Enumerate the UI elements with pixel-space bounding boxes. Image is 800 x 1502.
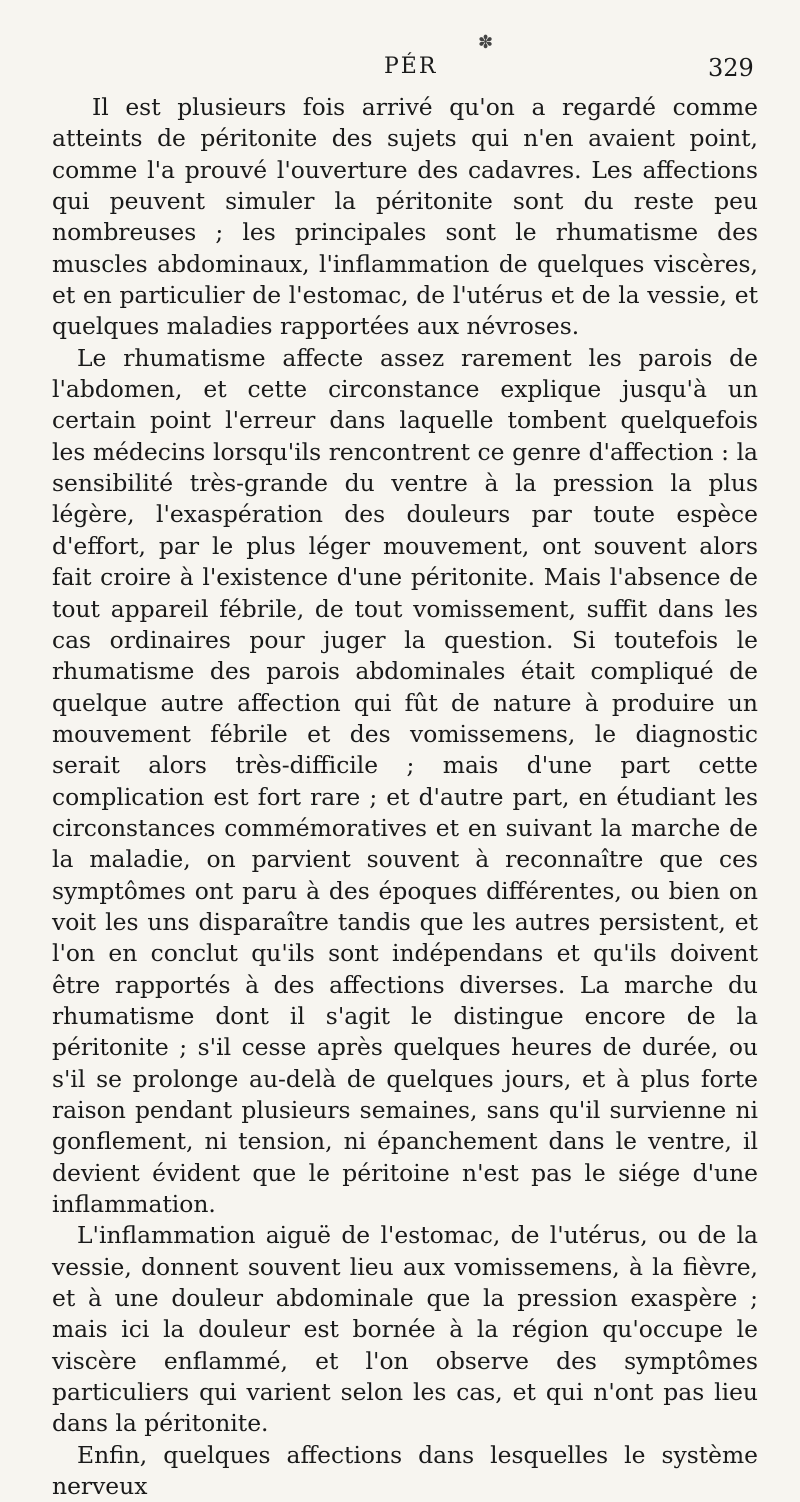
paragraph: Enfin, quelques affections dans lesquelles le système nerveux bbox=[52, 1440, 758, 1501]
body-text bbox=[52, 92, 758, 1502]
paragraph: L'inflammation aiguë de l'estomac, de l'utérus, ou de la vessie, donnent souvent lieu aux vomissemens, à la fièvre, et à une douleur abdominale que la pression exaspère ; mais ici la douleur est bornée à la région qu'occupe le viscère enflammé, et l'on observe des symptômes particuliers qui varient selon les cas, et qui n'ont pas lieu dans la péritonite. bbox=[52, 1221, 758, 1438]
page-header bbox=[0, 32, 800, 84]
page-number: 329 bbox=[708, 54, 754, 82]
ornament-icon: ✽ bbox=[478, 32, 494, 53]
paragraph: Il est plusieurs fois arrivé qu'on a regardé comme atteints de péritonite des sujets qui n'en avaient point, comme l'a prouvé l'ouverture des cadavres. Les affections qui peuvent simuler la péritonite sont du reste peu nombreuses ; les principales sont le rhumatisme des muscles abdominaux, l'inflammation de quelques viscères, et en particulier de l'estomac, de l'utérus et de la vessie, et quelques maladies rapportées aux névroses. bbox=[52, 93, 758, 341]
running-head: PÉR bbox=[384, 54, 438, 79]
paragraph: Le rhumatisme affecte assez rarement les parois de l'abdomen, et cette circonstance explique jusqu'à un certain point l'erreur dans laquelle tombent quelquefois les médecins lorsqu'ils rencontrent ce genre d'affection : la sensibilité très-grande du ventre à la pression la plus légère, l'exaspération des douleurs par toute espèce d'effort, par le plus léger mouvement, ont souvent alors fait croire à l'existence d'une péritonite. Mais l'absence de tout appareil fébrile, de tout vomissement, suffit dans les cas ordinaires pour juger la question. Si toutefois le rhumatisme des parois abdominales était compliqué de quelque autre affection qui fût de nature à produire un mouvement fébrile et des vomissemens, le diagnostic serait alors très-difficile ; mais d'une part cette complication est fort rare ; et d'autre part, en étudiant les circonstances commémoratives et en suivant la marche de la maladie, on parvient souvent à reconnaître que ces symptômes ont paru à des époques différentes, ou bien on voit les uns disparaître tandis que les autres persistent, et l'on en conclut qu'ils sont indépendans et qu'ils doivent être rapportés à des affections diverses. La marche du rhumatisme dont il s'agit le distingue encore de la péritonite ; s'il cesse après quelques heures de durée, ou s'il se prolonge au-delà de quelques jours, et à plus forte raison pendant plusieurs semaines, sans qu'il survienne ni gonflement, ni tension, ni épanchement dans le ventre, il devient évident que le péritoine n'est pas le siége d'une inflammation. bbox=[52, 343, 758, 1219]
